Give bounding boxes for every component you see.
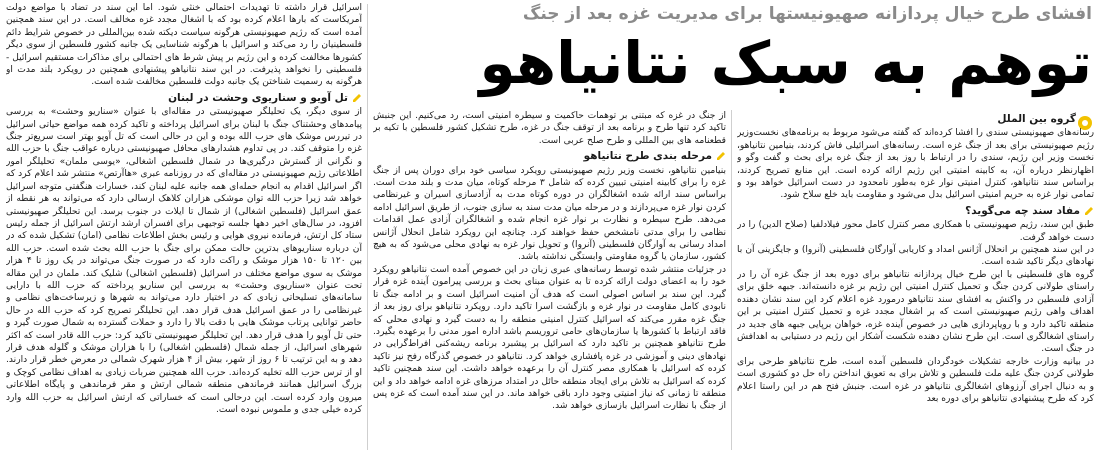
article-kicker: افشای طرح خیال پردازانه صهیونیستها برای مدیریت غزه بعد از جنگ <box>522 4 1092 24</box>
paragraph: گروه های فلسطینی با این طرح خیال پردازانه نتانیاهو برای دوره بعد از جنگ غزه آن را در راستای طولانی کردن جنگ و تحمیل کنترل امنیتی این رژیم بر غزه دانسته‌اند. جبهه خلق برای آزادی فلسطین در واکنش به افشای سند نتانیاهو درمورد غزه اعلام کرد این سند نشان دهنده اهداف واهی رژیم صهیونیستی است که بر اشغال مجدد غزه و تحمیل کنترل امنیتی بر این منطقه تاکید دارد و با رویاپردازی هایی در خصوص آینده غزه، خواهان برپایی جبهه های جدید در راستای اشغالگری است. این طرح نشان دهنده شکست آشکار این رژیم در دستیابی به اهدافش در جنگ است. <box>737 269 1094 355</box>
column-divider <box>367 4 368 450</box>
paragraph: در بیانیه وزارت خارجه تشکیلات خودگردان فلسطین آمده است، طرح نتانیاهو طرحی برای طولانی کردن جنگ علیه ملت فلسطین و تلاش برای به تعویق انداختن راه حل دو کشوری است و به دنبال اجرای آرزوهای اشغالگری نتانیاهو در غزه است. جنبش فتح هم در این راستا اعلام کرد که طرح پیشنهادی نتانیاهو برای دوره بعد <box>737 356 1094 404</box>
paragraph: از سوی دیگر، یک تحلیلگر صهیونیستی در مقاله‌ای با عنوان «سناریو وحشت» به بررسی پیامدهای وحشتناک جنگ با لبنان برای اسرائیل پرداخته و تاکید کرده همه مواضع حیاتی اسرائیل در تیررس موشک های حزب الله بوده و این در حالی است که تل آویو بهتر است سریع‌تر جنگ غزه را متوقف کند. در پی تداوم هشدارهای محافل صهیونیستی درباره عواقب جنگ با حزب الله و نگرانی از گسترش درگیری‌ها در شمال فلسطین اشغالی، «یوسی ملمان» تحلیلگر امور اطلاعاتی رژیم صهیونیستی در مقاله‌ای که در روزنامه عبری «هاآرتص» منتشر شد اعلام کرد که اگر اسرائیل اقدام به انجام حمله‌ای همه جانبه علیه لبنان کند، خسارات هنگفتی متوجه اسرائیل خواهد شد زیرا حزب الله توان موشکی هزاران کلاهک ارسالی دارد که می‌تواند به هر نقطه از عمق اسرائیل (فلسطین اشغالی) از شمال تا ایلات در جنوب برسد. این تحلیلگر صهیونیستی افزود، در سال‌های اخیر دهها جلسه توجیهی برای افسران ارشد ارتش اسرائیل از جمله رئیس ستاد کل ارتش، فرمانده نیروی هوایی و رئیس بخش اطلاعات نظامی (امان) تشکیل شده که در آن درباره سناریوهای بدترین حالت ممکن برای جنگ با حزب الله بحث شده است. حزب الله بین ۱۲۰ تا ۱۵۰ هزار موشک و راکت دارد که در صورت جنگ می‌تواند در یک روز تا ۴ هزار موشک به سوی مواضع مختلف در اسرائیل (فلسطین اشغالی) شلیک کند. ملمان در این مقاله تحت عنوان «سناریوی وحشت» به بررسی این سناریو پرداخته که حزب الله با دارایی سامانه‌های تسلیحاتی زیادی که در اختیار دارد می‌تواند به شهرها و زیرساخت‌های نظامی و غیرنظامی را در عمق اسرائیل هدف قرار دهد. این تحلیلگر تصریح کرد که حزب الله در حال حاضر توانایی پرتاب موشک هایی با دقت بالا را دارد و حملات گسترده به شمال صورت گیرد و حتی تل آویو را هدف قرار دهد. این تحلیلگر صهیونیستی تاکید کرد: حزب الله قادر است که اکثر شهرهای اسرائیل، از جمله شمال (فلسطین اشغالی) را با هزاران موشک و گلوله هدف قرار دهد و به این ترتیب تا ۶ روز از شهر، بیش از ۴ هزار شهرک شمالی در معرض خطر قرار دارند. او از ترس حزب الله تخلیه کرده‌اند. حزب الله همچنین ضربات زیادی به اهداف نظامی کوچک و بزرگ اسرائیل همانند فرماندهی منطقه شمالی ارتش و مقر فرماندهی و پایگاه اطلاعاتی میرون وارد کرده است. این درحالی است که خساراتی که ارتش اسرائیل به حزب الله وارد کرده خیلی جدی و ملموس نبوده است. <box>6 107 362 415</box>
subheading <box>373 150 726 162</box>
section-heading-text: گروه بین الملل <box>997 113 1076 125</box>
middle-column <box>373 110 726 454</box>
left-column <box>6 2 362 454</box>
subheading <box>737 205 1094 217</box>
right-column <box>737 110 1094 454</box>
pen-icon <box>1084 206 1094 216</box>
paragraph: در این سند همچنین بر انحلال آژانس امداد و کاریابی آوارگان فلسطینی (آنروا) و جایگزینی آن با نهادهای دیگر تاکید شده است. <box>737 245 1094 268</box>
paragraph: اسرائیل قرار داشته تا تهدیدات احتمالی خنثی شود. اما این سند در تضاد با مواضع دولت آمریکاست که بارها اعلام کرده بود که با اشغال مجدد غزه مخالف است. در این سند همچنین آمده است که رژیم صهیونیستی هرگونه سیاست دیکته شده بین‌المللی در خصوص شرایط دائم فلسطینیان را رد می‌کند و اسرائیل با هرگونه شناسایی یک جانبه کشور فلسطین از سوی دیگر کشورها مخالفت کرده و این رژیم بر پیش شرط های احتمالی برای مذاکرات مستقیم اسرائیل - فلسطینی را نخواهد پذیرفت. در این سند نتانیاهو پیشنهادی همچنین در رویکرد بلند مدت او هرگونه به رسمیت شناختن یک جانبه دولت فلسطین مخالفت شده است. <box>6 3 362 88</box>
paragraph: بنیامین نتانیاهو، نخست وزیر رژیم صهیونیستی رویکرد سیاسی خود برای دوران پس از جنگ غزه را برای کابینه امنیتی تبیین کرده که شامل ۳ مرحله کوتاه، میان مدت و بلند مدت است. براساس سند ارائه شده اشغالگران در دوره کوتاه مدت به آزادسازی اسیران و غیرنظامی کردن نوار غزه می‌پردازند و در مرحله میان مدت سند به سازی جنوب، از طریق اسرائیل ادامه می‌دهد. طرح سیطره و نظارت بر نوار غزه انجام شده و اشغالگران آزادی عمل اقدامات نظامی را برای مدتی نامشخص حفظ خواهند کرد. چنانچه این رویکرد شامل انحلال آژانس امداد رسانی به آوارگان فلسطینی (آنروا) و تحویل نوار غزه به نهادی محلی می‌شود که به هیچ کشور، سازمان یا گروه مقاومتی وابستگی نداشته باشد. <box>373 165 726 263</box>
pen-icon <box>716 151 726 161</box>
column-divider <box>731 110 732 450</box>
paragraph: رسانه‌های صهیونیستی سندی را افشا کرده‌اند که گفته می‌شود مربوط به برنامه‌های نخست‌وزیر رژیم صهیونیستی برای بعد از جنگ غزه است. رسانه‌های اسرائیلی فاش کردند، بنیامین نتانیاهو، نخست وزیر این رژیم، سندی را در ارتباط با روز بعد از جنگ غزه برای بحث و گفت وگو و اظهارنظر درباره آن، به کابینه امنیتی این رژیم ارائه کرده است. این منابع تصریح کردند، براساس سند نتانیاهو، کنترل امنیتی نوار غزه به‌طور نامحدود در دست اسرائیل خواهد بود و تمامی نوار غزه به حریم امنیتی اسرائیل بدل می‌شود و مقاومت باید خلع سلاح شود. <box>737 128 1094 201</box>
subheading-text: مرحله بندی طرح نتانیاهو <box>583 150 712 163</box>
subheading <box>6 92 362 104</box>
subheading-text: تل آویو و سناریوی وحشت در لبنان <box>168 91 348 104</box>
article-headline: توهم به سبک نتانیاهو <box>479 29 1092 97</box>
paragraph: در جزئیات منتشر شده توسط رسانه‌های عبری زبان در این خصوص آمده است نتانیاهو رویکرد خود را به اعضای دولت ارائه کرده تا به عنوان مبنای بحث و بررسی پیرامون آینده غزه قرار گیرد. این سند بر اساس اصولی است که هدف آن امنیت اسرائیل است و بر ادامه جنگ تا نابودی کامل مقاومت در نوار غزه و بازگشت اسرا تاکید دارد. رویکرد نتانیاهو برای روز بعد از جنگ غزه مقرر می‌کند که اسرائیل کنترل امنیتی منطقه را به دست گیرد و نهادی محلی که فاقد ارتباط با کشورها یا سازمان‌های حامی تروریسم باشد اداره امور مدنی را برعهده بگیرد. طرح نتانیاهو همچنین بر تاکید دارد که اسرائیل بر پیشبرد برنامه ریشه‌کنی افراط‌گرایی در نهادهای دینی و آموزشی در غزه پافشاری خواهد کرد. نتانیاهو در خصوص گذرگاه رفح نیز تاکید کرده که اسرائیل با همکاری مصر کنترل آن را برعهده خواهد داشت. این سند همچنین تاکید کرده که اسرائیل به تلاش برای ایجاد منطقه حائل در امتداد مرزهای غزه ادامه خواهد داد و این منطقه تا زمانی که نیاز امنیتی وجود دارد باقی خواهد ماند. در این سند آمده است که غزه پس از جنگ با نظارت اسرائیل بازسازی خواهد شد. <box>373 264 726 412</box>
subheading-text: مفاد سند چه می‌گوید؟ <box>965 204 1080 217</box>
paragraph: از جنگ در غزه که مبتنی بر توهمات حاکمیت و سیطره امنیتی است، رد می‌کنیم. این جنبش تاکید کرد تنها طرح و برنامه بعد از توقف جنگ در غزه، طرح تشکیل کشور فلسطین با تکیه بر قطعنامه های بین المللی و طرح صلح عربی است. <box>373 111 726 146</box>
right-column-heading <box>737 113 1094 125</box>
pen-icon <box>352 93 362 103</box>
paragraph: طبق این سند، رژیم صهیونیستی با همکاری مصر کنترل کامل محور فیلادلفیا (صلاح الدین) را در دست خواهد گرفت. <box>737 220 1094 243</box>
